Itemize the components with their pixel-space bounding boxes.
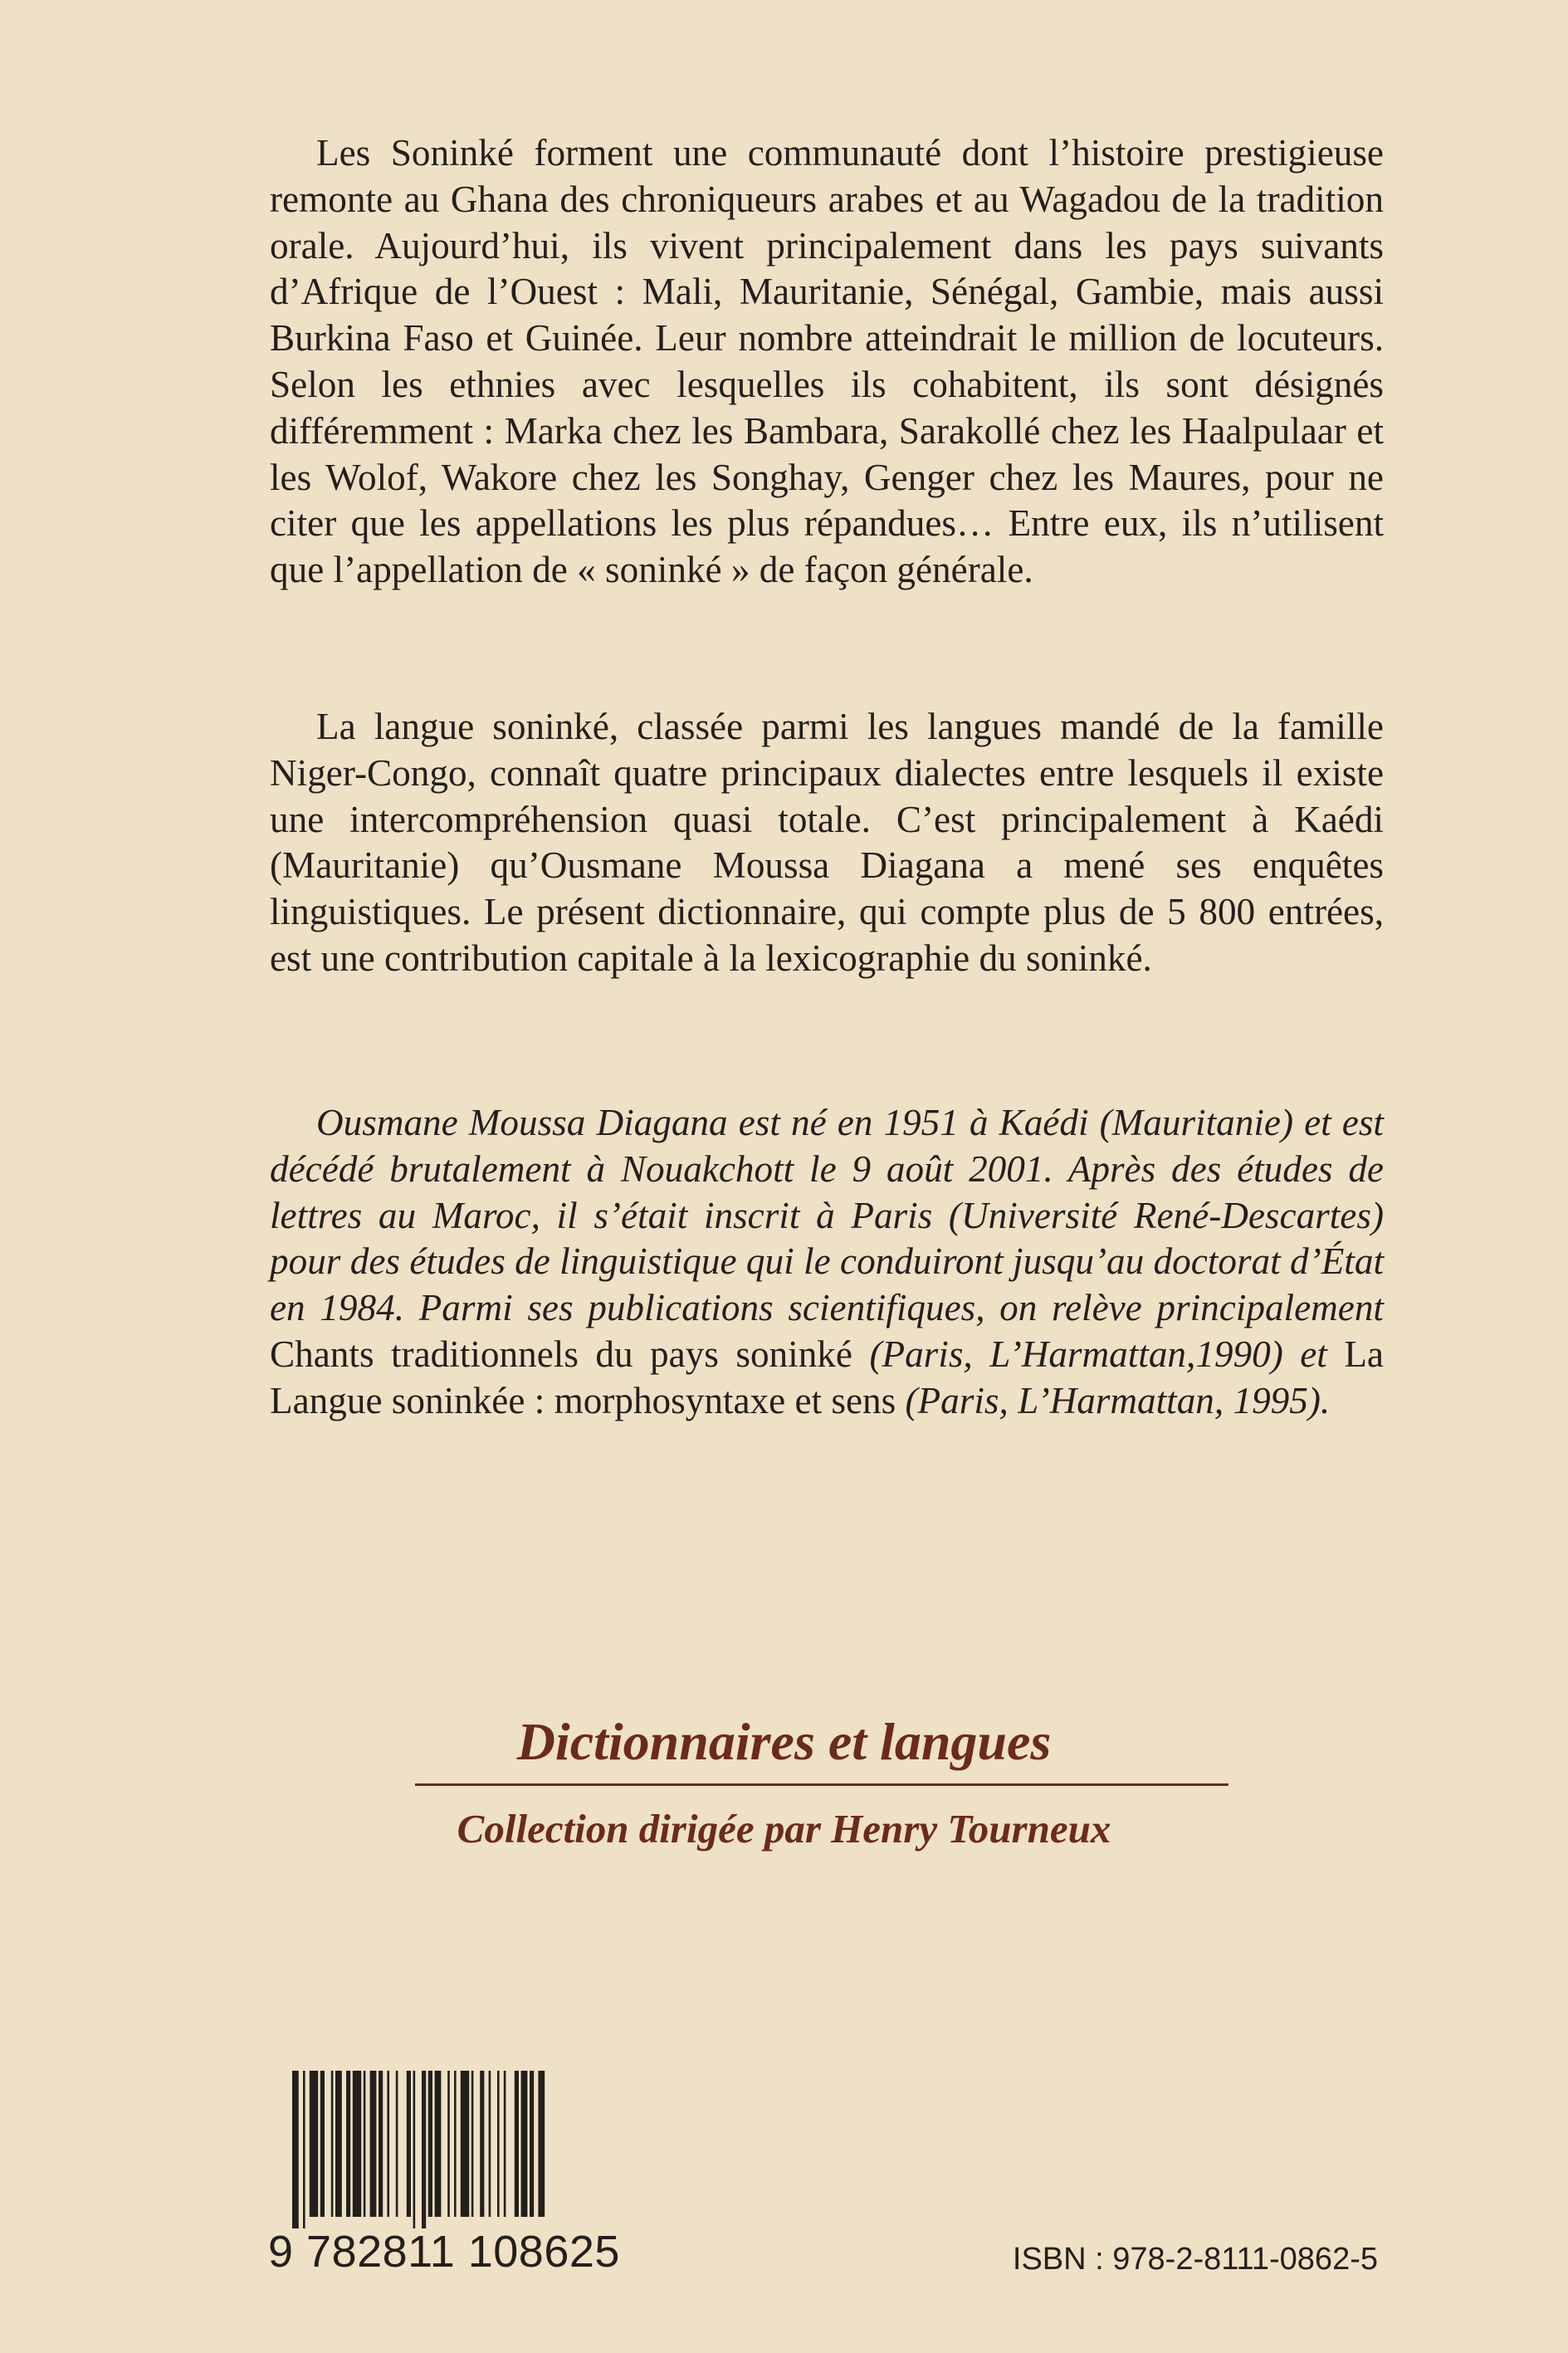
barcode-bar [370, 2071, 377, 2217]
collection-title: Dictionnaires et langues [516, 1712, 1052, 1771]
bio-book-title-2: La Langue soninkée : morphosyntaxe et sens [270, 1333, 1384, 1421]
barcode-bar [387, 2071, 389, 2217]
barcode-bar [320, 2071, 325, 2217]
intro-paragraph [270, 130, 1384, 594]
barcode-bar [471, 2071, 474, 2217]
barcode-bar [335, 2071, 342, 2217]
barcode-bar [407, 2071, 411, 2217]
barcode-bar [435, 2071, 442, 2217]
collection-director: Collection dirigée par Henry Tourneux [457, 1806, 1111, 1852]
barcode-bar [364, 2071, 366, 2217]
barcode-bar [331, 2071, 334, 2217]
bio-text-part-3: (Paris, L’Harmattan, 1995). [896, 1379, 1331, 1421]
barcode-bar [396, 2071, 398, 2217]
barcode-bar [346, 2071, 350, 2217]
barcode-bar [428, 2071, 432, 2217]
barcode [291, 2071, 623, 2228]
barcode-number: 9 782811 108625 [268, 2227, 620, 2277]
bio-text-part-1: Ousmane Moussa Diagana est né en 1951 à Kaédi (Mauritanie) et est décédé brutalement à Nouakchott le 9 août 2001. Après des études de lettres au Maroc, il s’était inscrit à Paris (Université René-Descartes) pour des études de linguistique qui le conduiront jusqu’au doctorat d’État en 1984. Parmi ses publications scientifiques, on relève principalement [270, 1102, 1384, 1329]
language-paragraph-text: La langue soninké, classée parmi les langues mandé de la famille Niger-Congo, connaît quatre principaux dialectes entre lesquels il existe une intercompréhension quasi totale. C’est principalement à Kaédi (Mauritanie) qu’Ousmane Moussa Diagana a mené ses enquêtes linguistiques. Le présent dictionnaire, qui compte plus de 5 800 entrées, est une contribution capitale à la lexicographie du soninké. [270, 706, 1384, 979]
barcode-bar [530, 2071, 534, 2217]
barcode-bar [538, 2071, 545, 2217]
barcode-bar [515, 2071, 519, 2217]
barcode-bar [454, 2071, 457, 2217]
barcode-bar [353, 2071, 361, 2217]
barcode-bar [379, 2071, 383, 2217]
language-paragraph [270, 704, 1384, 982]
intro-paragraph-text: Les Soninké forment une communauté dont l’histoire prestigieuse remonte au Ghana des chroniqueurs arabes et au Wagadou de la tradition orale. Aujourd’hui, ils vivent principalement dans les pays suivants d’Afrique de l’Ouest : Mali, Mauritanie, Sénégal, Gambie, mais aussi Burkina Faso et Guinée. Leur nombre atteindrait le million de locuteurs. Selon les ethnies avec lesquelles ils cohabitent, ils sont désignés différemment : Marka chez les Bambara, Sarakollé chez les Haalpulaar et les Wolof, Wakore chez les Songhay, Genger chez les Maures, pour ne citer que les appellations les plus répandues… Entre eux, ils n’utilisent que l’appellation de « soninké » de façon générale. [270, 132, 1384, 591]
bio-text-part-2: (Paris, L’Harmattan,1990) et [852, 1333, 1345, 1375]
isbn-label: ISBN : 978-2-8111-0862-5 [1012, 2242, 1378, 2277]
author-biography-text [270, 1100, 1384, 1425]
barcode-bar [504, 2071, 506, 2217]
bio-book-title-1: Chants traditionnels du pays soninké [270, 1333, 852, 1375]
barcode-bar [480, 2071, 484, 2217]
barcode-bar [489, 2071, 491, 2217]
barcode-bar [292, 2071, 299, 2228]
author-biography [270, 1100, 1384, 1425]
barcode-bar [521, 2071, 528, 2217]
barcode-bar [303, 2071, 305, 2228]
barcode-bar [461, 2071, 469, 2217]
barcode-bar [447, 2071, 450, 2217]
barcode-bar [422, 2071, 426, 2228]
barcode-bar [310, 2071, 318, 2217]
collection-divider [415, 1783, 1229, 1786]
barcode-bar [413, 2071, 416, 2228]
barcode-bar [497, 2071, 500, 2217]
